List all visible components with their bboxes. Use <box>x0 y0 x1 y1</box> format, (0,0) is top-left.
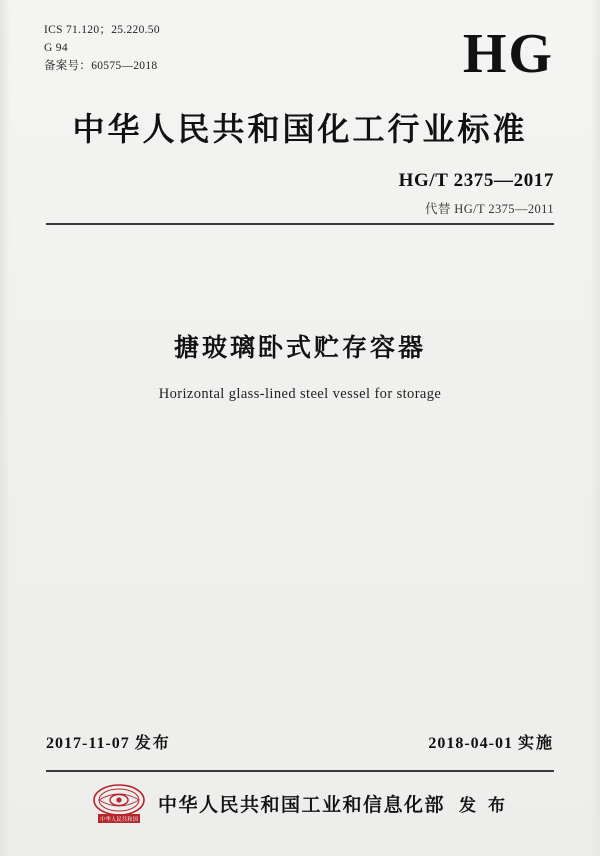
ics-code: ICS 71.120；25.220.50 <box>44 24 160 36</box>
date-row <box>46 730 554 753</box>
issue-date: 2017-11-07 <box>46 735 130 752</box>
classification-code: G 94 <box>44 41 68 54</box>
effective-date: 2018-04-01 <box>428 735 513 752</box>
header-meta-block <box>44 22 160 75</box>
issuer-block <box>0 780 600 826</box>
issuer-text <box>158 790 508 817</box>
standard-number-block <box>399 170 554 217</box>
document-title-cn: 搪玻璃卧式贮存容器 <box>173 333 426 362</box>
hg-logo: HG <box>462 23 554 85</box>
svg-text:中华人民共和国: 中华人民共和国 <box>100 817 138 823</box>
record-number: 备案号：60575—2018 <box>44 59 158 72</box>
issue-date-label: 发布 <box>134 733 171 752</box>
standard-replaces: 代替 HG/T 2375—2011 <box>424 202 554 216</box>
header-divider <box>46 223 554 225</box>
authority-title: 中华人民共和国化工行业标准 <box>72 110 528 148</box>
document-title-en: Horizontal glass-lined steel vessel for storage <box>158 386 442 402</box>
publish-label: 发 布 <box>459 795 508 816</box>
issue-date-group <box>46 730 171 753</box>
issuer-name: 中华人民共和国工业和信息化部 <box>158 793 446 816</box>
effective-date-label: 实施 <box>517 733 554 752</box>
ministry-emblem-icon <box>92 780 146 826</box>
standard-number: HG/T 2375—2017 <box>398 170 554 191</box>
effective-date-group <box>428 730 554 753</box>
footer-divider <box>46 770 554 772</box>
